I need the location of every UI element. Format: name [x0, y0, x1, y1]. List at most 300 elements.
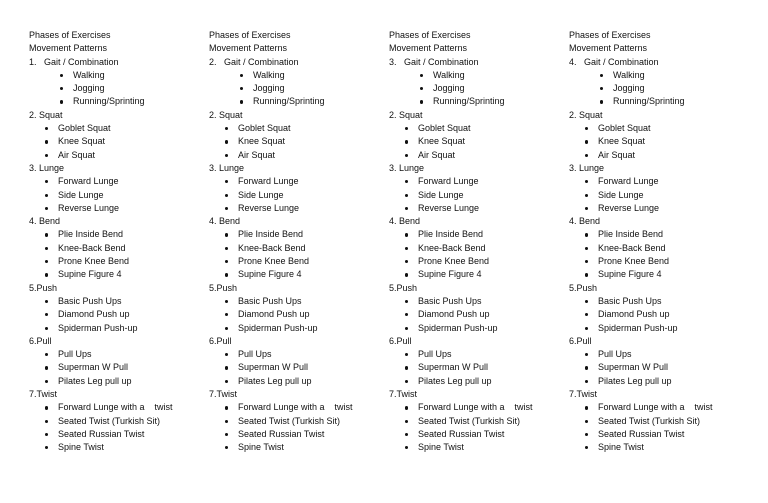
section-heading: 7.Twist	[29, 389, 58, 400]
bullet-icon	[600, 100, 603, 103]
list-item	[389, 348, 569, 361]
list-item-label: Running/Sprinting	[613, 96, 685, 107]
list-item	[389, 228, 569, 241]
section-heading: 3. Lunge	[29, 162, 65, 173]
list-item	[29, 428, 209, 441]
list-item	[29, 401, 209, 414]
bullet-icon	[225, 446, 228, 449]
list-item	[209, 175, 389, 188]
list-item	[389, 69, 569, 82]
bullet-icon	[60, 87, 63, 90]
section-heading: 1. Gait / Combination	[29, 56, 119, 67]
bullet-icon	[585, 420, 588, 423]
list-item-label: Seated Twist (Turkish Sit)	[598, 415, 701, 426]
bullet-icon	[420, 100, 423, 103]
page-subtitle: Movement Patterns	[569, 43, 648, 54]
list-item	[209, 415, 389, 428]
list-item-label: Knee-Back Bend	[418, 242, 486, 253]
list-item-label: Plie Inside Bend	[238, 229, 304, 240]
bullet-icon	[405, 233, 408, 236]
bullet-icon	[405, 446, 408, 449]
list-item-label: Basic Push Ups	[238, 295, 302, 306]
list-item-label: Forward Lunge	[238, 176, 299, 187]
list-item	[29, 122, 209, 135]
list-item-label: Prone Knee Bend	[238, 256, 310, 267]
list-item-label: Forward Lunge with a twist	[58, 402, 173, 413]
list-item	[29, 69, 209, 82]
list-item	[389, 428, 569, 441]
list-item-label: Knee Squat	[598, 136, 646, 147]
list-item-label: Seated Russian Twist	[58, 428, 145, 439]
list-item-label: Side Lunge	[598, 189, 644, 200]
list-item	[29, 322, 209, 335]
bullet-icon	[225, 313, 228, 316]
section-heading: 6.Pull	[569, 335, 592, 346]
list-item-label: Diamond Push up	[238, 309, 310, 320]
bullet-icon	[600, 74, 603, 77]
list-item	[209, 322, 389, 335]
list-item-label: Air Squat	[418, 149, 456, 160]
list-item	[569, 428, 749, 441]
list-item	[569, 189, 749, 202]
list-item	[569, 149, 749, 162]
bullet-icon	[45, 247, 48, 250]
bullet-icon	[405, 433, 408, 436]
list-item-label: Goblet Squat	[238, 123, 291, 134]
list-item-label: Goblet Squat	[598, 123, 651, 134]
list-item-label: Knee Squat	[418, 136, 466, 147]
list-item	[209, 82, 389, 95]
list-item	[29, 95, 209, 108]
bullet-icon	[45, 353, 48, 356]
list-item-label: Spine Twist	[418, 442, 464, 453]
list-item	[29, 149, 209, 162]
bullet-icon	[405, 247, 408, 250]
section-heading: 6.Pull	[389, 335, 412, 346]
list-item-label: Pilates Leg pull up	[58, 375, 132, 386]
list-item	[209, 308, 389, 321]
bullet-icon	[585, 446, 588, 449]
list-item-label: Prone Knee Bend	[58, 256, 130, 267]
list-item	[389, 255, 569, 268]
list-item	[29, 202, 209, 215]
bullet-icon	[585, 353, 588, 356]
exercise-column	[209, 29, 389, 455]
list-item-label: Plie Inside Bend	[58, 229, 124, 240]
bullet-icon	[225, 207, 228, 210]
list-item-label: Pilates Leg pull up	[418, 375, 492, 386]
section-heading: 3. Gait / Combination	[389, 56, 479, 67]
list-item	[29, 441, 209, 454]
page-title: Phases of Exercises	[389, 30, 471, 40]
list-item-label: Pull Ups	[598, 349, 632, 360]
list-item	[569, 441, 749, 454]
list-item	[569, 322, 749, 335]
list-item	[569, 295, 749, 308]
list-item	[209, 441, 389, 454]
list-item-label: Spine Twist	[238, 442, 284, 453]
list-item-label: Forward Lunge	[418, 176, 479, 187]
bullet-icon	[585, 327, 588, 330]
list-item	[569, 348, 749, 361]
list-item	[29, 295, 209, 308]
list-item-label: Forward Lunge with a twist	[418, 402, 533, 413]
bullet-icon	[405, 260, 408, 263]
section-heading: 5.Push	[209, 282, 238, 293]
bullet-icon	[225, 380, 228, 383]
bullet-icon	[405, 207, 408, 210]
list-item	[29, 415, 209, 428]
bullet-icon	[45, 380, 48, 383]
list-item-label: Knee-Back Bend	[58, 242, 126, 253]
page-title: Phases of Exercises	[29, 30, 111, 40]
bullet-icon	[225, 273, 228, 276]
bullet-icon	[45, 273, 48, 276]
bullet-icon	[405, 273, 408, 276]
list-item-label: Forward Lunge	[58, 176, 119, 187]
section-heading: 5.Push	[29, 282, 58, 293]
list-item	[209, 268, 389, 281]
bullet-icon	[225, 420, 228, 423]
page-title: Phases of Exercises	[569, 30, 651, 40]
list-item	[389, 441, 569, 454]
list-item	[569, 122, 749, 135]
list-item-label: Walking	[433, 69, 465, 80]
list-item	[209, 242, 389, 255]
list-item	[29, 228, 209, 241]
list-item	[389, 308, 569, 321]
bullet-icon	[405, 180, 408, 183]
bullet-icon	[60, 100, 63, 103]
list-item-label: Knee Squat	[238, 136, 286, 147]
bullet-icon	[405, 300, 408, 303]
list-item-label: Basic Push Ups	[58, 295, 122, 306]
list-item	[209, 255, 389, 268]
page-subtitle: Movement Patterns	[209, 43, 288, 54]
list-item	[29, 361, 209, 374]
list-item	[389, 295, 569, 308]
bullet-icon	[225, 194, 228, 197]
section-heading: 4. Gait / Combination	[569, 56, 659, 67]
list-item	[569, 361, 749, 374]
list-item-label: Side Lunge	[238, 189, 284, 200]
list-item-label: Walking	[73, 69, 105, 80]
bullet-icon	[45, 154, 48, 157]
section-heading: 2. Squat	[209, 109, 243, 120]
bullet-icon	[45, 127, 48, 130]
section-heading: 6.Pull	[29, 335, 52, 346]
list-item	[209, 149, 389, 162]
bullet-icon	[585, 366, 588, 369]
bullet-icon	[45, 327, 48, 330]
list-item-label: Jogging	[253, 83, 285, 94]
bullet-icon	[225, 406, 228, 409]
list-item-label: Superman W Pull	[598, 362, 669, 373]
list-item	[389, 415, 569, 428]
list-item	[569, 415, 749, 428]
list-item	[209, 95, 389, 108]
bullet-icon	[240, 87, 243, 90]
section-heading: 2. Squat	[389, 109, 423, 120]
list-item-label: Air Squat	[58, 149, 96, 160]
section-heading: 2. Squat	[29, 109, 63, 120]
section-heading: 4. Bend	[569, 216, 601, 227]
bullet-icon	[225, 327, 228, 330]
list-item	[569, 95, 749, 108]
list-item	[29, 268, 209, 281]
list-item-label: Reverse Lunge	[418, 202, 480, 213]
list-item-label: Air Squat	[238, 149, 276, 160]
exercise-column	[569, 29, 749, 455]
list-item-label: Running/Sprinting	[73, 96, 145, 107]
bullet-icon	[225, 247, 228, 250]
list-item	[209, 428, 389, 441]
section-heading: 5.Push	[569, 282, 598, 293]
list-item-label: Pull Ups	[238, 349, 272, 360]
list-item	[29, 82, 209, 95]
list-item	[209, 189, 389, 202]
list-item-label: Seated Russian Twist	[598, 428, 685, 439]
list-item-label: Diamond Push up	[58, 309, 130, 320]
bullet-icon	[240, 74, 243, 77]
list-item-label: Reverse Lunge	[598, 202, 660, 213]
exercise-column	[389, 29, 569, 455]
section-heading: 4. Bend	[209, 216, 241, 227]
list-item	[29, 189, 209, 202]
list-item-label: Jogging	[73, 83, 105, 94]
list-item-label: Plie Inside Bend	[418, 229, 484, 240]
list-item-label: Diamond Push up	[418, 309, 490, 320]
list-item	[569, 242, 749, 255]
bullet-icon	[405, 327, 408, 330]
list-item	[209, 202, 389, 215]
list-item	[29, 308, 209, 321]
list-item-label: Diamond Push up	[598, 309, 670, 320]
page-title: Phases of Exercises	[209, 30, 291, 40]
bullet-icon	[585, 300, 588, 303]
bullet-icon	[585, 433, 588, 436]
bullet-icon	[585, 247, 588, 250]
list-item-label: Prone Knee Bend	[598, 256, 670, 267]
list-item-label: Spine Twist	[58, 442, 104, 453]
section-heading: 4. Bend	[29, 216, 61, 227]
bullet-icon	[45, 313, 48, 316]
section-heading: 3. Lunge	[569, 162, 605, 173]
section-heading: 2. Gait / Combination	[209, 56, 299, 67]
list-item-label: Supine Figure 4	[58, 269, 122, 280]
page-subtitle: Movement Patterns	[29, 43, 108, 54]
bullet-icon	[225, 260, 228, 263]
list-item-label: Knee Squat	[58, 136, 106, 147]
list-item	[569, 255, 749, 268]
list-item-label: Seated Twist (Turkish Sit)	[418, 415, 521, 426]
bullet-icon	[225, 154, 228, 157]
list-item	[389, 95, 569, 108]
list-item-label: Pull Ups	[58, 349, 92, 360]
bullet-icon	[405, 313, 408, 316]
list-item-label: Supine Figure 4	[238, 269, 302, 280]
section-heading: 7.Twist	[389, 389, 418, 400]
bullet-icon	[405, 154, 408, 157]
bullet-icon	[405, 420, 408, 423]
list-item-label: Spiderman Push-up	[418, 322, 498, 333]
list-item	[569, 82, 749, 95]
list-item-label: Superman W Pull	[418, 362, 489, 373]
bullet-icon	[600, 87, 603, 90]
list-item	[569, 308, 749, 321]
bullet-icon	[405, 127, 408, 130]
bullet-icon	[45, 420, 48, 423]
list-item-label: Reverse Lunge	[58, 202, 120, 213]
list-item-label: Plie Inside Bend	[598, 229, 664, 240]
bullet-icon	[585, 406, 588, 409]
section-heading: 4. Bend	[389, 216, 421, 227]
list-item-label: Spine Twist	[598, 442, 644, 453]
bullet-icon	[405, 353, 408, 356]
list-item-label: Basic Push Ups	[598, 295, 662, 306]
list-item-label: Superman W Pull	[58, 362, 129, 373]
bullet-icon	[225, 180, 228, 183]
list-item-label: Spiderman Push-up	[598, 322, 678, 333]
section-heading: 7.Twist	[209, 389, 238, 400]
list-item	[389, 202, 569, 215]
list-item-label: Seated Russian Twist	[418, 428, 505, 439]
bullet-icon	[45, 406, 48, 409]
bullet-icon	[585, 273, 588, 276]
bullet-icon	[225, 140, 228, 143]
section-heading: 2. Squat	[569, 109, 603, 120]
bullet-icon	[585, 127, 588, 130]
list-item	[209, 135, 389, 148]
list-item-label: Goblet Squat	[58, 123, 111, 134]
list-item-label: Air Squat	[598, 149, 636, 160]
bullet-icon	[45, 233, 48, 236]
list-item	[389, 122, 569, 135]
section-heading: 3. Lunge	[209, 162, 245, 173]
bullet-icon	[405, 406, 408, 409]
bullet-icon	[405, 194, 408, 197]
list-item	[29, 348, 209, 361]
list-item-label: Seated Russian Twist	[238, 428, 325, 439]
list-item-label: Walking	[253, 69, 285, 80]
bullet-icon	[225, 366, 228, 369]
list-item	[389, 189, 569, 202]
bullet-icon	[405, 380, 408, 383]
bullet-icon	[225, 300, 228, 303]
list-item-label: Spiderman Push-up	[58, 322, 138, 333]
list-item	[209, 361, 389, 374]
list-item-label: Seated Twist (Turkish Sit)	[58, 415, 161, 426]
list-item-label: Goblet Squat	[418, 123, 471, 134]
list-item	[389, 175, 569, 188]
list-item	[209, 228, 389, 241]
bullet-icon	[60, 74, 63, 77]
list-item-label: Spiderman Push-up	[238, 322, 318, 333]
bullet-icon	[585, 233, 588, 236]
list-item-label: Superman W Pull	[238, 362, 309, 373]
list-item	[29, 242, 209, 255]
list-item	[29, 175, 209, 188]
list-item-label: Pilates Leg pull up	[238, 375, 312, 386]
bullet-icon	[240, 100, 243, 103]
list-item	[389, 82, 569, 95]
list-item-label: Prone Knee Bend	[418, 256, 490, 267]
list-item-label: Reverse Lunge	[238, 202, 300, 213]
list-item	[389, 361, 569, 374]
bullet-icon	[585, 380, 588, 383]
bullet-icon	[45, 260, 48, 263]
list-item-label: Running/Sprinting	[433, 96, 505, 107]
page-subtitle: Movement Patterns	[389, 43, 468, 54]
list-item-label: Pilates Leg pull up	[598, 375, 672, 386]
list-item	[209, 401, 389, 414]
list-item-label: Forward Lunge with a twist	[598, 402, 713, 413]
bullet-icon	[45, 180, 48, 183]
bullet-icon	[585, 313, 588, 316]
list-item	[29, 255, 209, 268]
list-item	[389, 401, 569, 414]
list-item	[569, 375, 749, 388]
bullet-icon	[225, 233, 228, 236]
list-item	[389, 322, 569, 335]
list-item	[569, 401, 749, 414]
list-item	[209, 295, 389, 308]
list-item-label: Pull Ups	[418, 349, 452, 360]
list-item	[569, 69, 749, 82]
list-item-label: Seated Twist (Turkish Sit)	[238, 415, 341, 426]
list-item	[569, 268, 749, 281]
section-heading: 6.Pull	[209, 335, 232, 346]
list-item	[209, 375, 389, 388]
section-heading: 3. Lunge	[389, 162, 425, 173]
list-item	[29, 135, 209, 148]
bullet-icon	[225, 353, 228, 356]
bullet-icon	[45, 433, 48, 436]
list-item	[209, 69, 389, 82]
bullet-icon	[45, 366, 48, 369]
bullet-icon	[420, 87, 423, 90]
list-item-label: Supine Figure 4	[418, 269, 482, 280]
list-item-label: Side Lunge	[418, 189, 464, 200]
bullet-icon	[405, 140, 408, 143]
list-item	[389, 135, 569, 148]
list-item-label: Supine Figure 4	[598, 269, 662, 280]
bullet-icon	[45, 300, 48, 303]
list-item	[389, 375, 569, 388]
list-item	[389, 268, 569, 281]
list-item	[569, 135, 749, 148]
list-item	[569, 228, 749, 241]
list-item-label: Side Lunge	[58, 189, 104, 200]
list-item-label: Forward Lunge	[598, 176, 659, 187]
bullet-icon	[405, 366, 408, 369]
list-item	[209, 348, 389, 361]
bullet-icon	[585, 207, 588, 210]
list-item-label: Running/Sprinting	[253, 96, 325, 107]
list-item-label: Jogging	[613, 83, 645, 94]
bullet-icon	[45, 194, 48, 197]
bullet-icon	[225, 127, 228, 130]
bullet-icon	[585, 154, 588, 157]
bullet-icon	[45, 140, 48, 143]
list-item-label: Walking	[613, 69, 645, 80]
list-item	[29, 375, 209, 388]
section-heading: 5.Push	[389, 282, 418, 293]
list-item-label: Forward Lunge with a twist	[238, 402, 353, 413]
bullet-icon	[585, 180, 588, 183]
list-item	[389, 242, 569, 255]
list-item-label: Knee-Back Bend	[598, 242, 666, 253]
